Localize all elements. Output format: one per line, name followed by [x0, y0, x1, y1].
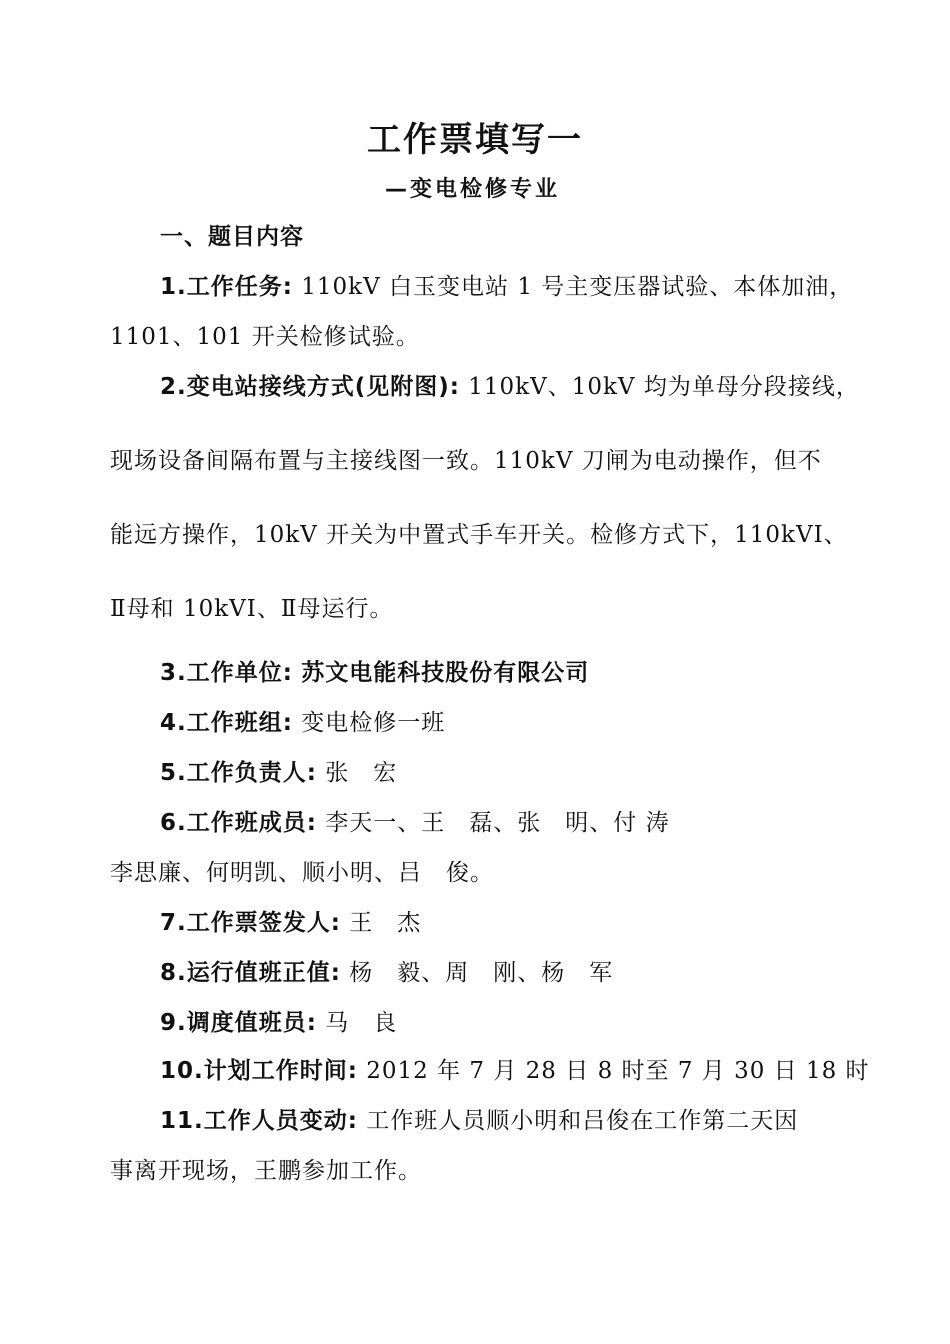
item-3	[160, 658, 589, 688]
item-10-label: 10.计划工作时间:	[160, 1058, 358, 1084]
document-subtitle: —变电检修专业	[385, 177, 561, 202]
item-11-text-1: 工作班人员顺小明和吕俊在工作第二天因	[366, 1108, 799, 1134]
item-11-line-2: 事离开现场，王鹏参加工作。	[110, 1158, 422, 1184]
item-2-label: 2.变电站接线方式(见附图):	[160, 374, 460, 400]
document-title: 工作票填写一	[367, 120, 583, 160]
item-1-line-1	[160, 272, 853, 302]
item-9-value: 马 良	[325, 1010, 398, 1036]
item-8	[160, 958, 613, 988]
item-3-label: 3.工作单位:	[160, 660, 293, 686]
item-7	[160, 908, 421, 938]
item-2-line-3: 能远方操作，10kV 开关为中置式手车开关。检修方式下，110kVⅠ、	[110, 522, 848, 548]
item-9-label: 9.调度值班员:	[160, 1010, 317, 1036]
item-7-label: 7.工作票签发人:	[160, 910, 341, 936]
item-10-value: 2012 年 7 月 28 日 8 时至 7 月 30 日 18 时	[366, 1058, 870, 1084]
item-2-line-4: Ⅱ母和 10kVⅠ、Ⅱ母运行。	[110, 596, 394, 622]
item-2-line-1	[160, 372, 860, 402]
section-heading: 一、题目内容	[160, 224, 304, 250]
item-1-line-2: 1101、101 开关检修试验。	[110, 324, 420, 350]
item-2-line-2: 现场设备间隔布置与主接线图一致。110kV 刀闸为电动操作，但不	[110, 448, 822, 474]
item-7-value: 王 杰	[349, 910, 422, 936]
item-2-text-1: 110kV、10kV 均为单母分段接线，	[468, 374, 860, 400]
item-4-value: 变电检修一班	[301, 710, 446, 736]
item-1-text-1: 110kV 白玉变电站 1 号主变压器试验、本体加油，	[301, 274, 854, 300]
item-3-value: 苏文电能科技股份有限公司	[301, 660, 590, 686]
item-8-value: 杨 毅、周 刚、杨 军	[349, 960, 614, 986]
item-5	[160, 758, 397, 788]
item-1-label: 1.工作任务:	[160, 274, 293, 300]
item-10	[160, 1056, 870, 1086]
item-5-value: 张 宏	[325, 760, 398, 786]
item-6-text-1: 李天一、王 磊、张 明、付 涛	[325, 810, 670, 836]
item-6-line-2: 李思廉、何明凯、顺小明、吕 俊。	[110, 860, 494, 886]
item-8-label: 8.运行值班正值:	[160, 960, 341, 986]
item-11-line-1	[160, 1106, 798, 1136]
item-11-label: 11.工作人员变动:	[160, 1108, 358, 1134]
item-5-label: 5.工作负责人:	[160, 760, 317, 786]
item-4-label: 4.工作班组:	[160, 710, 293, 736]
item-9	[160, 1008, 397, 1038]
item-4	[160, 708, 445, 738]
item-6-line-1	[160, 808, 670, 838]
item-6-label: 6.工作班成员:	[160, 810, 317, 836]
